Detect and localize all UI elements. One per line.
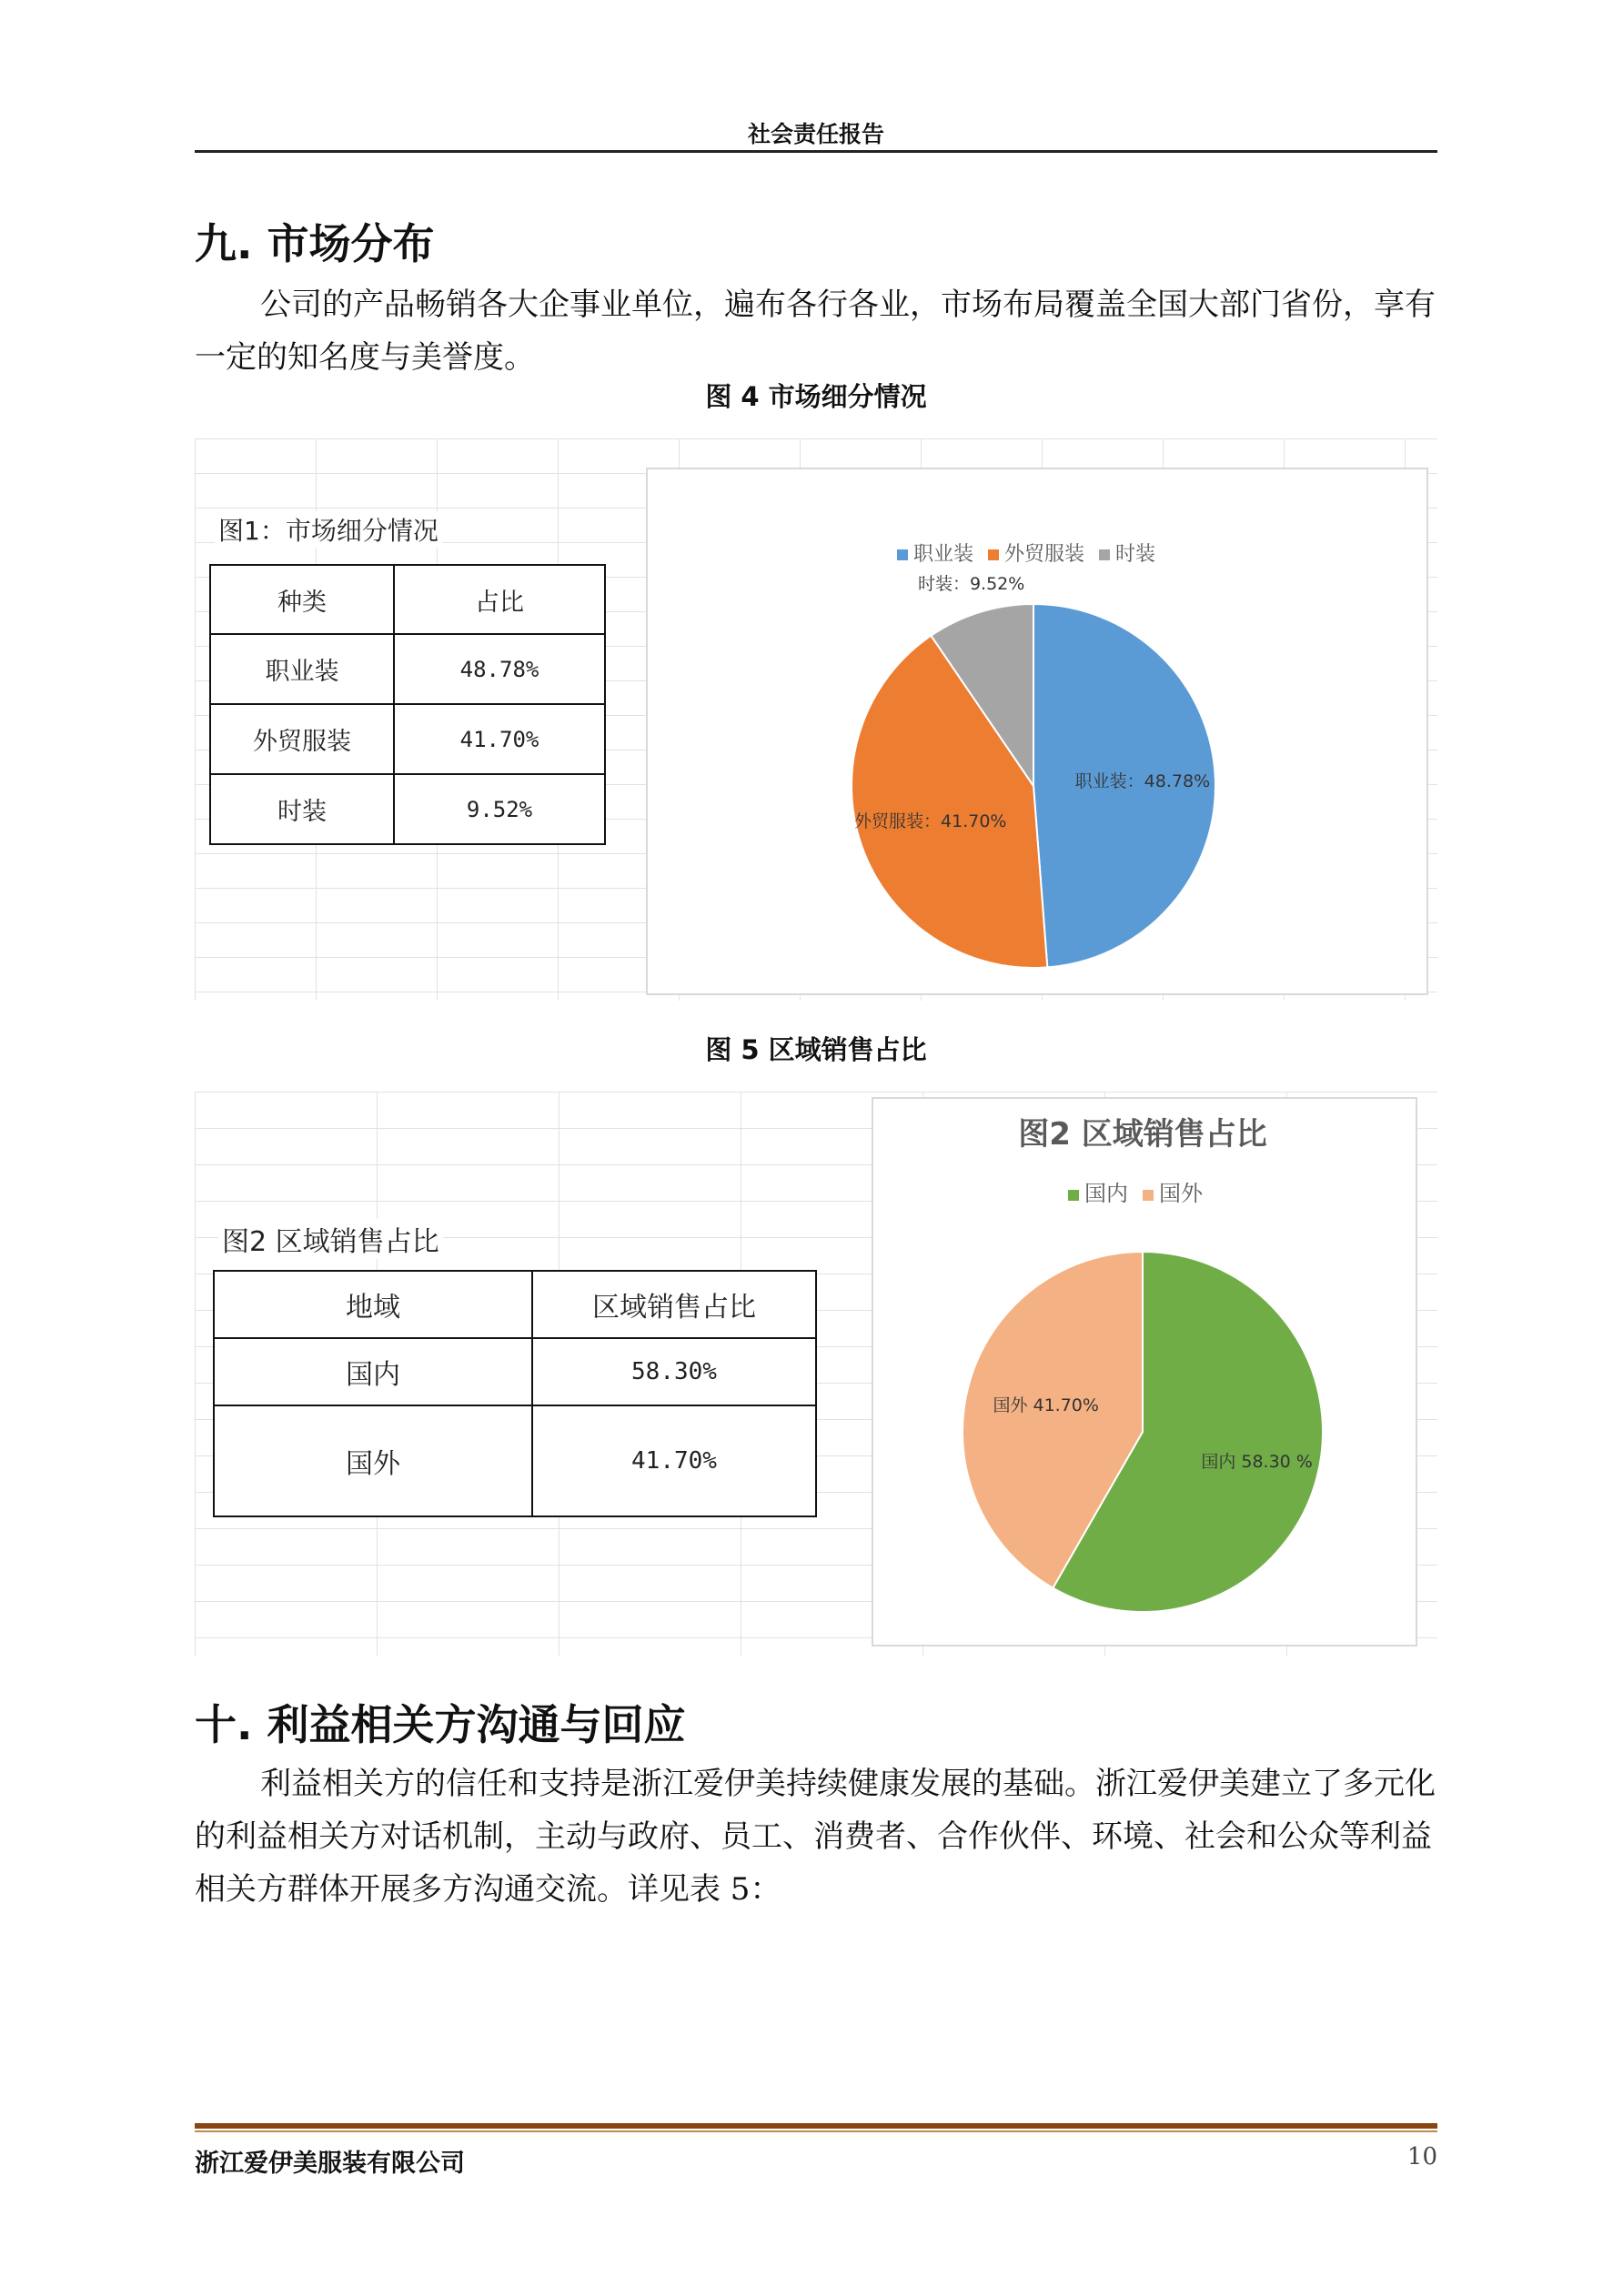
- footer-divider-thin: [195, 2130, 1437, 2132]
- report-header-title: 社会责任报告: [747, 121, 884, 147]
- legend-entry: 时装: [1115, 543, 1156, 566]
- legend-entry: 国外: [1159, 1181, 1203, 1206]
- table-header-row: [214, 1271, 816, 1338]
- regional-sales-chart: [872, 1097, 1417, 1646]
- table-header-row: [210, 565, 605, 634]
- footer-divider-thick: [195, 2123, 1437, 2129]
- figure-5-table-title: 图2 区域销售占比: [218, 1219, 443, 1259]
- section-9-text: 公司的产品畅销各大企事业单位，遍布各行各业，市场布局覆盖全国大部门省份，享有一定的知名度与美誉度。: [195, 287, 1436, 376]
- table-row: [210, 774, 605, 844]
- table-header-cell: 区域销售占比: [532, 1271, 816, 1338]
- legend-swatch: [1068, 1190, 1079, 1201]
- figure-4-table-title: 图1：市场细分情况: [215, 511, 442, 548]
- legend-entry: 国内: [1084, 1181, 1128, 1206]
- data-label: 外贸服装：41.70%: [854, 811, 1007, 832]
- market-segment-table: [209, 564, 606, 845]
- footer-company-name: 浙江爱伊美服装有限公司: [195, 2150, 465, 2178]
- legend-entry: 职业装: [913, 543, 974, 566]
- section-9-paragraph: [195, 278, 1437, 384]
- table-row: [214, 1338, 816, 1405]
- legend-swatch: [897, 549, 908, 560]
- data-label: 国外 41.70%: [993, 1395, 1099, 1416]
- table-row: [210, 634, 605, 704]
- figure-5-caption: 图 5 区域销售占比: [705, 1034, 927, 1065]
- table-row: [214, 1405, 816, 1516]
- data-label: 职业装：48.78%: [1074, 770, 1211, 791]
- table-cell: 48.78%: [394, 634, 605, 704]
- figure-4-caption: 图 4 市场细分情况: [705, 381, 927, 412]
- legend-entry: 外贸服装: [1004, 543, 1085, 566]
- table-cell: 时装: [210, 774, 394, 844]
- legend-swatch: [1099, 549, 1110, 560]
- section-10-heading: 十. 利益相关方沟通与回应: [195, 1700, 686, 1749]
- section-10-paragraph: [195, 1757, 1437, 1916]
- table-header-cell: 地域: [214, 1271, 532, 1338]
- header-divider: [195, 150, 1437, 153]
- market-segment-chart: [646, 468, 1428, 995]
- market-segment-pie: [648, 469, 1426, 993]
- table-cell: 41.70%: [394, 704, 605, 774]
- table-row: [210, 704, 605, 774]
- regional-sales-table: [213, 1270, 817, 1517]
- data-label: 国内 58.30 %: [1201, 1452, 1313, 1473]
- table-cell: 9.52%: [394, 774, 605, 844]
- figure-4-spreadsheet: [195, 438, 1437, 1001]
- figure-5-spreadsheet: [195, 1092, 1437, 1656]
- page-number: 10: [1406, 2143, 1437, 2170]
- legend-swatch: [988, 549, 999, 560]
- section-10-text: 利益相关方的信任和支持是浙江爱伊美持续健康发展的基础。浙江爱伊美建立了多元化的利益相关方对话机制，主动与政府、员工、消费者、合作伙伴、环境、社会和公众等利益相关方群体开展多方沟通交流。详见表 5：: [195, 1766, 1436, 1908]
- table-header-cell: 占比: [394, 565, 605, 634]
- table-cell: 国内: [214, 1338, 532, 1405]
- table-cell: 职业装: [210, 634, 394, 704]
- table-cell: 国外: [214, 1405, 532, 1516]
- regional-sales-pie: [873, 1099, 1416, 1645]
- table-cell: 外贸服装: [210, 704, 394, 774]
- data-label: 时装：9.52%: [917, 573, 1025, 594]
- table-cell: 58.30%: [532, 1338, 816, 1405]
- table-header-cell: 种类: [210, 565, 394, 634]
- legend-swatch: [1143, 1190, 1154, 1201]
- table-cell: 41.70%: [532, 1405, 816, 1516]
- chart-title: 图2 区域销售占比: [1018, 1116, 1267, 1153]
- section-9-heading: 九. 市场分布: [195, 219, 435, 268]
